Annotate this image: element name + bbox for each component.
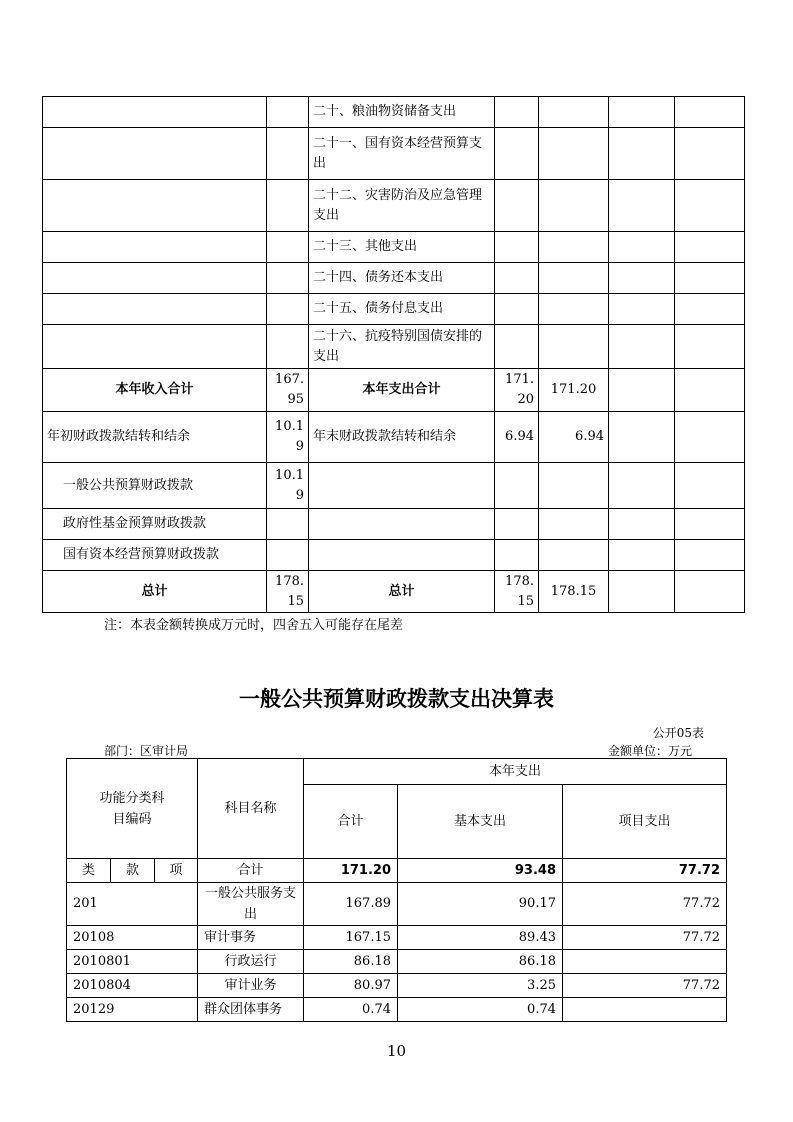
table-cell: 年初财政拨款结转和结余	[43, 412, 267, 463]
row-total: 167.89	[304, 883, 398, 926]
row-code: 20129	[67, 998, 198, 1022]
table-cell	[309, 463, 495, 509]
table-cell	[267, 325, 309, 369]
row-total: 80.97	[304, 974, 398, 998]
grand-total-label: 总计	[43, 571, 267, 613]
expenditure-table	[66, 758, 727, 1022]
page-number: 10	[386, 1042, 407, 1060]
sum-basic: 93.48	[398, 859, 563, 883]
table-cell	[539, 180, 609, 232]
table-cell	[495, 325, 539, 369]
income-expenditure-table	[42, 96, 745, 613]
table-cell: 6.94	[539, 412, 609, 463]
table-cell	[495, 232, 539, 263]
table-row	[43, 180, 745, 232]
row-basic: 90.17	[398, 883, 563, 926]
table-cell	[675, 571, 745, 613]
table-row	[67, 998, 727, 1022]
sum-project: 77.72	[563, 859, 727, 883]
kuan-header: 款	[111, 859, 155, 883]
table-cell: 年末财政拨款结转和结余	[309, 412, 495, 463]
table-cell: 10.19	[267, 463, 309, 509]
grand-total-label: 总计	[309, 571, 495, 613]
expense-total-value: 171.20	[495, 369, 539, 412]
project-header: 项目支出	[563, 785, 727, 859]
row-code: 2010801	[67, 950, 198, 974]
table-cell	[539, 232, 609, 263]
table-cell: 二十、粮油物资储备支出	[309, 97, 495, 128]
table-cell	[609, 571, 675, 613]
table-cell	[675, 97, 745, 128]
row-basic: 89.43	[398, 926, 563, 950]
table-cell	[495, 463, 539, 509]
table-cell	[539, 509, 609, 540]
table-row	[43, 97, 745, 128]
table-row	[43, 128, 745, 180]
current-year-header: 本年支出	[304, 759, 727, 785]
row-name: 一般公共服务支出	[198, 883, 304, 926]
row-basic: 3.25	[398, 974, 563, 998]
table-cell	[495, 263, 539, 294]
basic-header: 基本支出	[398, 785, 563, 859]
table-row	[43, 463, 745, 509]
table-row	[67, 926, 727, 950]
table-cell	[609, 97, 675, 128]
table-cell	[267, 97, 309, 128]
table-cell	[675, 325, 745, 369]
table-cell	[675, 232, 745, 263]
row-project: 77.72	[563, 974, 727, 998]
row-project: 77.72	[563, 926, 727, 950]
table-cell	[267, 180, 309, 232]
table-row	[43, 571, 745, 613]
table-cell	[675, 540, 745, 571]
table-cell	[495, 128, 539, 180]
table-cell: 二十六、抗疫特别国债安排的支出	[309, 325, 495, 369]
lei-header: 类	[67, 859, 111, 883]
table-row	[43, 263, 745, 294]
table-row	[67, 759, 727, 785]
row-name: 审计业务	[198, 974, 304, 998]
table-cell	[539, 128, 609, 180]
table-cell	[609, 232, 675, 263]
table-cell	[609, 463, 675, 509]
table-cell: 6.94	[495, 412, 539, 463]
sum-total: 171.20	[304, 859, 398, 883]
table-cell: 178.15	[539, 571, 609, 613]
table-row	[67, 859, 727, 883]
table-row	[43, 294, 745, 325]
table-cell	[675, 263, 745, 294]
table-cell	[267, 232, 309, 263]
table-cell	[43, 232, 267, 263]
table-cell	[43, 180, 267, 232]
table-cell	[675, 128, 745, 180]
table-cell	[267, 294, 309, 325]
total-header: 合计	[304, 785, 398, 859]
table-row	[43, 232, 745, 263]
row-code: 201	[67, 883, 198, 926]
table-cell	[495, 180, 539, 232]
table-cell	[675, 412, 745, 463]
table-cell	[43, 263, 267, 294]
table-cell	[495, 540, 539, 571]
table-cell	[267, 540, 309, 571]
table-cell	[43, 294, 267, 325]
table-cell	[675, 294, 745, 325]
table-cell	[495, 294, 539, 325]
table-cell	[43, 97, 267, 128]
subject-header: 科目名称	[198, 759, 304, 859]
table-cell	[609, 369, 675, 412]
table-cell	[43, 128, 267, 180]
table-cell	[539, 294, 609, 325]
grand-total-value: 178.15	[267, 571, 309, 613]
table-cell	[309, 509, 495, 540]
table-cell	[539, 263, 609, 294]
table-row	[43, 412, 745, 463]
table-cell	[609, 128, 675, 180]
table-cell	[495, 97, 539, 128]
unit-label: 金额单位：万元	[607, 744, 692, 758]
table-cell	[675, 463, 745, 509]
table-cell	[609, 509, 675, 540]
table-row	[43, 325, 745, 369]
table-row	[67, 950, 727, 974]
table-cell: 二十一、国有资本经营预算支出	[309, 128, 495, 180]
table-cell	[609, 180, 675, 232]
table-cell: 二十五、债务付息支出	[309, 294, 495, 325]
table-note: 注：本表金额转换成万元时，四舍五入可能存在尾差	[104, 618, 404, 633]
table-cell	[609, 294, 675, 325]
table-cell	[675, 369, 745, 412]
table-cell	[267, 509, 309, 540]
table-cell	[539, 463, 609, 509]
table-row	[67, 974, 727, 998]
table-cell	[539, 540, 609, 571]
table-cell	[609, 263, 675, 294]
row-name: 群众团体事务	[198, 998, 304, 1022]
table-cell	[309, 540, 495, 571]
table-cell	[539, 325, 609, 369]
table-cell: 10.19	[267, 412, 309, 463]
expense-total-label: 本年支出合计	[309, 369, 495, 412]
table-cell: 171.20	[539, 369, 609, 412]
row-basic: 0.74	[398, 998, 563, 1022]
row-total: 167.15	[304, 926, 398, 950]
xiang-header: 项	[155, 859, 198, 883]
table-cell	[539, 97, 609, 128]
income-total-value: 167.95	[267, 369, 309, 412]
table-cell	[609, 540, 675, 571]
table-cell: 国有资本经营预算财政拨款	[43, 540, 267, 571]
row-code: 20108	[67, 926, 198, 950]
table-cell	[43, 325, 267, 369]
row-basic: 86.18	[398, 950, 563, 974]
row-name: 行政运行	[198, 950, 304, 974]
table-cell	[675, 509, 745, 540]
grand-total-value: 178.15	[495, 571, 539, 613]
row-project: 77.72	[563, 883, 727, 926]
table-cell: 政府性基金预算财政拨款	[43, 509, 267, 540]
table-cell	[267, 128, 309, 180]
table-cell	[609, 325, 675, 369]
row-total: 0.74	[304, 998, 398, 1022]
table-cell: 二十二、灾害防治及应急管理支出	[309, 180, 495, 232]
income-total-label: 本年收入合计	[43, 369, 267, 412]
table-cell	[675, 180, 745, 232]
table-cell	[267, 263, 309, 294]
table-cell: 一般公共预算财政拨款	[43, 463, 267, 509]
table-cell	[495, 509, 539, 540]
table-row	[43, 369, 745, 412]
table-cell: 二十三、其他支出	[309, 232, 495, 263]
table-row	[67, 883, 727, 926]
row-name: 审计事务	[198, 926, 304, 950]
page-title: 一般公共预算财政拨款支出决算表	[239, 687, 554, 711]
row-project	[563, 998, 727, 1022]
table-row	[43, 509, 745, 540]
table-cell	[609, 412, 675, 463]
row-project	[563, 950, 727, 974]
table-cell: 二十四、债务还本支出	[309, 263, 495, 294]
form-number: 公开05表	[652, 726, 704, 740]
table-row	[43, 540, 745, 571]
department-label: 部门：区审计局	[104, 744, 189, 758]
func-code-header: 功能分类科目编码	[67, 759, 198, 859]
sum-label: 合计	[198, 859, 304, 883]
row-code: 2010804	[67, 974, 198, 998]
row-total: 86.18	[304, 950, 398, 974]
